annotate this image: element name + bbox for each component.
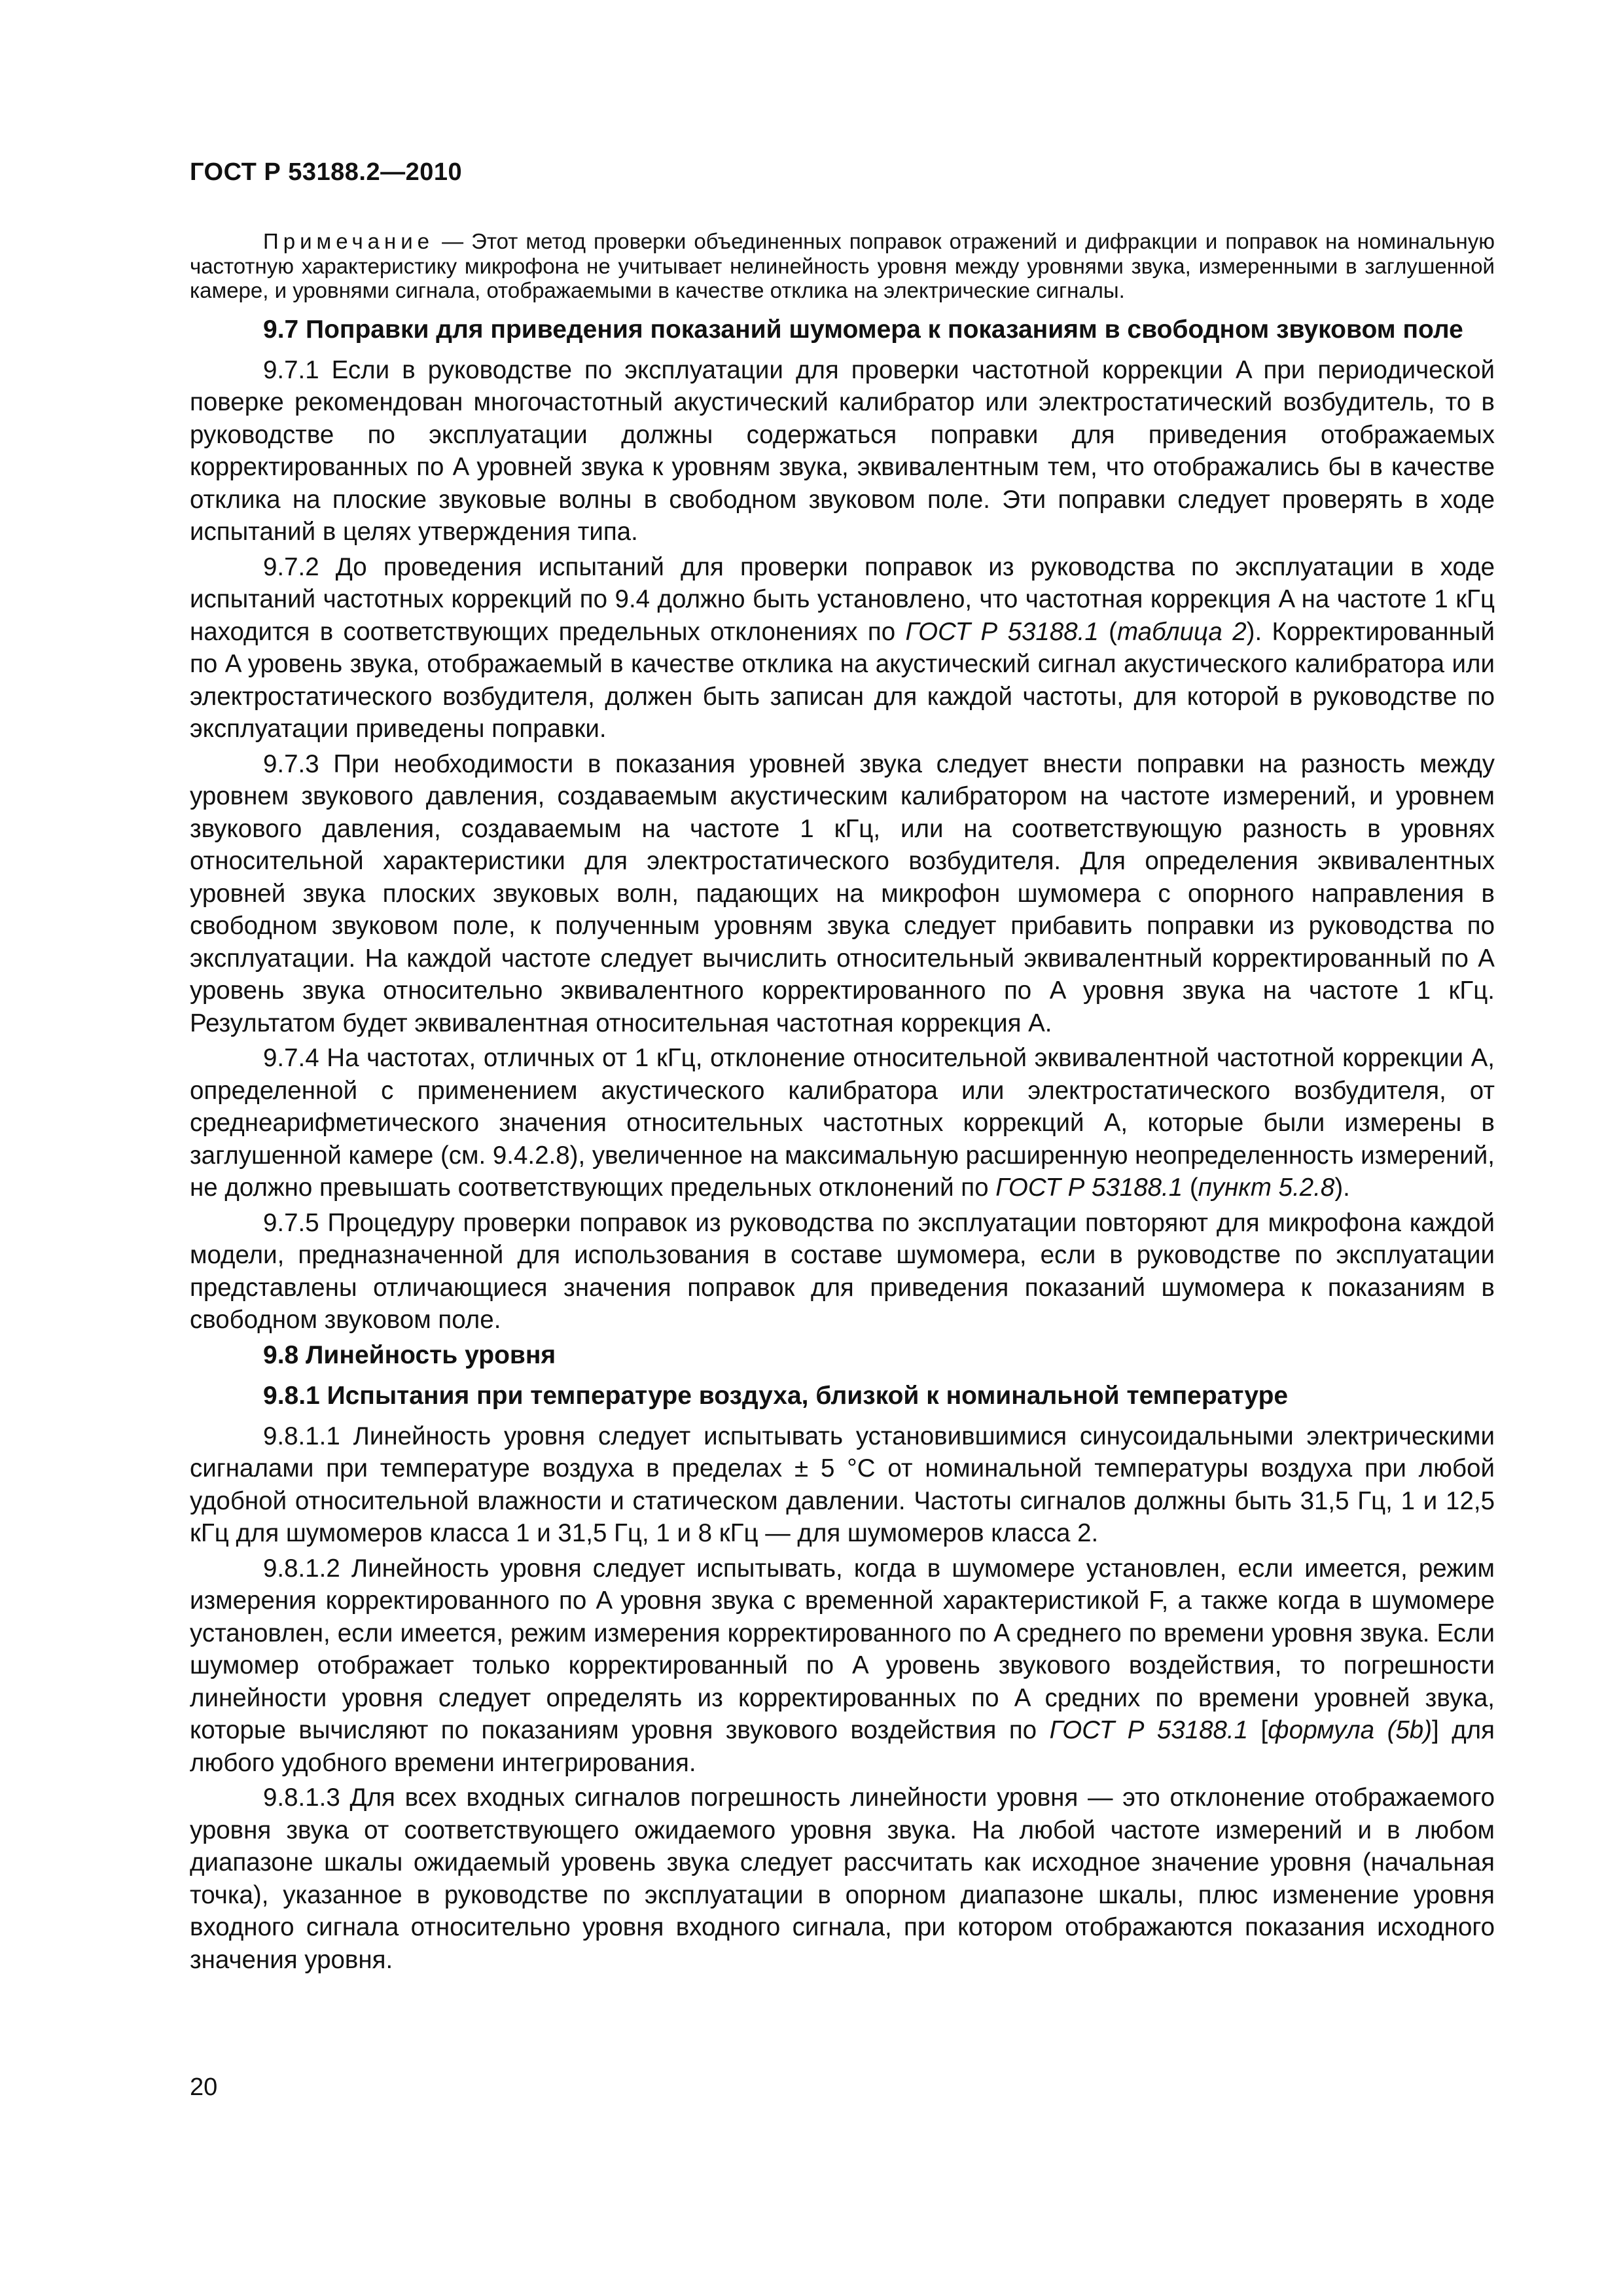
paragraph-text: ( [1183,1174,1198,1202]
paragraph-text: ). Корректированный по A уровень звука, отображаемый в качестве отклика на акустический сигнал акустического калибратора или электростатического возбудителя, должен быть записан для каждой частоты, для которой в руководстве по эксплуатации приведены поправки. [190,617,1495,743]
paragraph-9-7-4 [190,1042,1495,1204]
paragraph-text: 9.8.1.2 Линейность уровня следует испытывать, когда в шумомере установлен, если имеется, режим измерения корректированного по A уровня звука с временной характеристикой F, а также когда в шумомере установлен, если имеется, режим измерения корректированного по A среднего по времени уровня звука. Если шумомер отображает только корректированный по A уровень звукового воздействия, то погрешности линейности уровня следует определять из корректированных по A средних по времени уровней звука, которые вычисляют по показаниям уровня звукового воздействия по [190,1554,1495,1744]
table-reference: таблица 2 [1117,617,1247,646]
document-body [190,229,1495,1979]
standard-reference: ГОСТ Р 53188.1 [995,1174,1183,1202]
note-text: — Этот метод проверки объединенных поправок отражений и дифракции и поправок на номинальную частотную характеристику микрофона не учитывает нелинейность уровня между уровнями звука, измеренными в заглушенной камере, и уровнями сигнала, отображаемыми в качестве отклика на электрические сигналы. [190,229,1495,302]
document-header: ГОСТ Р 53188.2—2010 [190,158,463,186]
paragraph-9-7-2 [190,551,1495,745]
paragraph-9-7-5: 9.7.5 Процедуру проверки поправок из руководства по эксплуатации повторяют для микрофона каждой модели, предназначенной для использования в составе шумомера, если в руководстве по эксплуатации представлены отличающиеся значения поправок для приведения показаний шумомера к показаниям в свободном звуковом поле. [190,1208,1495,1334]
clause-reference: пункт 5.2.8 [1198,1174,1335,1202]
subsection-heading-9-8-1: 9.8.1 Испытания при температуре воздуха, близкой к номинальной температуре [263,1381,1289,1410]
section-heading-9-8: 9.8 Линейность уровня [263,1340,556,1369]
section-heading-9-7: 9.7 Поправки для приведения показаний шумомера к показаниям в свободном звуковом поле [263,315,1463,344]
standard-reference: ГОСТ Р 53188.1 [1049,1716,1249,1744]
paragraph-9-7-3: 9.7.3 При необходимости в показания уровней звука следует внести поправки на разность между уровнем звукового давления, создаваемым акустическим калибратором на частоте измерений, и уровнем звукового давления, создаваемым на частоте 1 кГц, или на соответствующую разность в уровнях относительной характеристики для электростатического возбудителя. Для определения эквивалентных уровней звука плоских звуковых волн, падающих на микрофон шумомера с опорного направления в свободном звуковом поле, к полученным уровням звука следует прибавить поправки из руководства по эксплуатации. На каждой частоте следует вычислить относительный эквивалентный корректированный по A уровень звука относительно эквивалентного корректированного по A уровня звука на частоте 1 кГц. Результатом будет эквивалентная относительная частотная коррекция A. [190,749,1495,1037]
note-paragraph [190,229,1495,303]
paragraph-text: [ [1248,1716,1268,1744]
paragraph-9-8-1-1: 9.8.1.1 Линейность уровня следует испытывать установившимися синусоидальными электрическими сигналами при температуре воздуха в пределах ± 5 °С от номинальной температуры воздуха при любой удобной относительной влажности и статическом давлении. Частоты сигналов должны быть 31,5 Гц, 1 и 12,5 кГц для шумомеров класса 1 и 31,5 Гц, 1 и 8 кГц — для шумомеров класса 2. [190,1422,1495,1547]
paragraph-text: ] для любого удобного времени интегрирования. [190,1716,1495,1777]
page-number: 20 [190,2073,218,2101]
paragraph-text: ( [1098,617,1117,646]
paragraph-9-7-1: 9.7.1 Если в руководстве по эксплуатации для проверки частотной коррекции A при периодической поверке рекомендован многочастотный акустический калибратор или электростатический возбудитель, то в руководстве по эксплуатации должны содержаться поправки для приведения отображаемых корректированных по A уровней звука к уровням звука, эквивалентным тем, что отображались бы в качестве отклика на плоские звуковые волны в свободном звуковом поле. Эти поправки следует проверять в ходе испытаний в целях утверждения типа. [190,355,1495,546]
paragraph-text: 9.7.2 До проведения испытаний для проверки поправок из руководства по эксплуатации в ходе испытаний частотных коррекций по 9.4 должно быть установлено, что частотная коррекция A на частоте 1 кГц находится в соответствующих предельных отклонениях по [190,552,1495,646]
paragraph-text: ). [1334,1174,1350,1202]
paragraph-text: 9.7.4 На частотах, отличных от 1 кГц, отклонение относительной эквивалентной частотной коррекции A, определенной с применением акустического калибратора или электростатического возбудителя, от среднеарифметического значения относительных частотных коррекций A, которые были измерены в заглушенной камере (см. 9.4.2.8), увеличенное на максимальную расширенную неопределенность измерений, не должно превышать соответствующих предельных отклонений по [190,1044,1495,1202]
formula-reference: формула (5b) [1268,1716,1433,1744]
note-label: Примечание [263,229,435,253]
paragraph-9-8-1-2 [190,1552,1495,1780]
standard-reference: ГОСТ Р 53188.1 [905,617,1099,646]
paragraph-9-8-1-3: 9.8.1.3 Для всех входных сигналов погрешность линейности уровня — это отклонение отображаемого уровня звука от соответствующего ожидаемого уровня звука. На любой частоте измерений и в любом диапазоне шкалы ожидаемый уровень звука следует рассчитать как исходное значение уровня (начальная точка), указанное в руководстве по эксплуатации в опорном диапазоне шкалы, плюс изменение уровня входного сигнала относительно уровня входного сигнала, при котором отображаются показания исходного значения уровня. [190,1784,1495,1974]
